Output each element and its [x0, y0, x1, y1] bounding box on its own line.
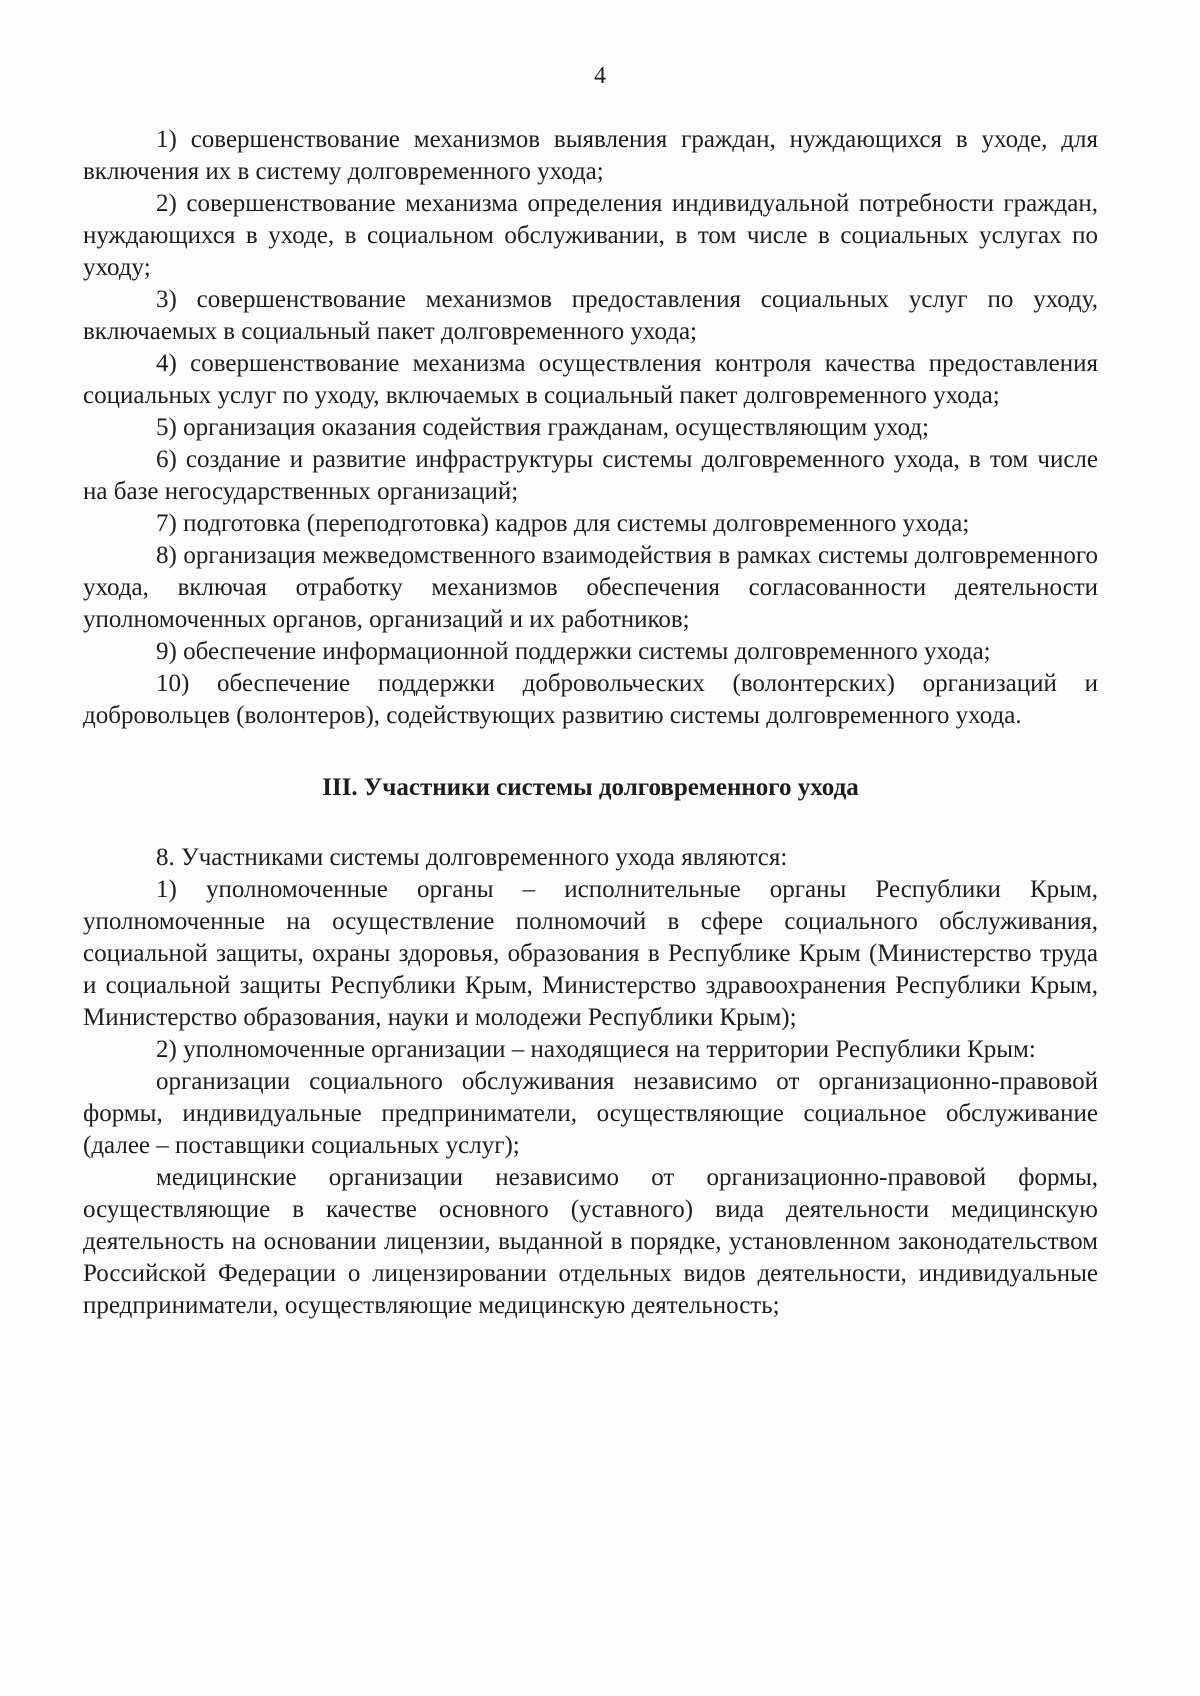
list-item: 6) создание и развитие инфраструктуры системы долговременного ухода, в том числе на базе негосударственных организаций;	[83, 446, 1098, 505]
list-item: 2) совершенствование механизма определения индивидуальной потребности граждан, нуждающихся в уходе, в социальном обслуживании, в том числе в социальных услугах по уходу;	[83, 190, 1098, 281]
list-item: 1) совершенствование механизмов выявления граждан, нуждающихся в уходе, для включения их в систему долговременного ухода;	[83, 126, 1098, 185]
list-item: 9) обеспечение информационной поддержки системы долговременного ухода;	[156, 638, 991, 665]
list-item: 4) совершенствование механизма осуществления контроля качества предоставления социальных услуг по уходу, включаемых в социальный пакет долговременного ухода;	[83, 350, 1098, 409]
list-item: 2) уполномоченные организации – находящиеся на территории Республики Крым:	[156, 1036, 1036, 1063]
list-item: 3) совершенствование механизмов предоставления социальных услуг по уходу, включаемых в социальный пакет долговременного ухода;	[83, 286, 1098, 345]
paragraph: 8. Участниками системы долговременного ухода являются:	[156, 844, 788, 871]
document-body	[83, 124, 1098, 1322]
list-item: организации социального обслуживания независимо от организационно-правовой формы, индивидуальные предприниматели, осуществляющие социальное обслуживание (далее – поставщики социальных услуг);	[83, 1068, 1098, 1159]
list-item: 5) организация оказания содействия гражданам, осуществляющим уход;	[156, 414, 929, 441]
list-item: 7) подготовка (переподготовка) кадров для системы долговременного ухода;	[156, 510, 970, 537]
list-item: медицинские организации независимо от организационно-правовой формы, осуществляющие в качестве основного (уставного) вида деятельности медицинскую деятельность на основании лицензии, выданной в порядке, установленном законодательством Российской Федерации о лицензировании отдельных видов деятельности, индивидуальные предприниматели, осуществляющие медицинскую деятельность;	[83, 1164, 1098, 1319]
list-item: 1) уполномоченные органы – исполнительные органы Республики Крым, уполномоченные на осуществление полномочий в сфере социального обслуживания, социальной защиты, охраны здоровья, образования в Республике Крым (Министерство труда и социальной защиты Республики Крым, Министерство здравоохранения Республики Крым, Министерство образования, науки и молодежи Республики Крым);	[83, 876, 1098, 1031]
list-item: 10) обеспечение поддержки добровольческих (волонтерских) организаций и добровольцев (волонтеров), содействующих развитию системы долговременного ухода.	[83, 670, 1098, 729]
section-heading: III. Участники системы долговременного ухода	[322, 774, 859, 801]
list-item: 8) организация межведомственного взаимодействия в рамках системы долговременного ухода, включая отработку механизмов обеспечения согласованности деятельности уполномоченных органов, организаций и их работников;	[83, 542, 1098, 633]
page-number: 4	[594, 63, 606, 89]
